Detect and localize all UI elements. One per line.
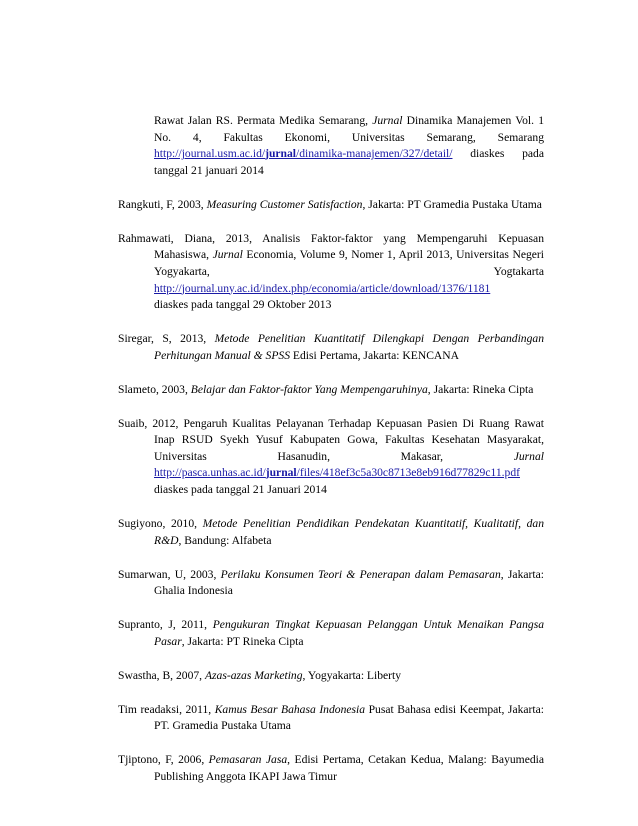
- reference-entry: Rahmawati, Diana, 2013, Analisis Faktor-faktor yang Mempengaruhi Kepuasan Mahasiswa, Jurnal Economia, Volume 9, Nomer 1, April 2013, Universitas Negeri Yogyakarta, Yogtakarta http://journal.uny.ac.id/index.php/economia/article/download/1376/1181 diaskes pada tanggal 29 Oktober 2013: [118, 231, 544, 312]
- reference-entry: Supranto, J, 2011, Pengukuran Tingkat Kepuasan Pelanggan Untuk Menaikan Pangsa Pasar, Jakarta: PT Rineka Cipta: [118, 618, 545, 648]
- reference-entry: Tjiptono, F, 2006, Pemasaran Jasa, Edisi Pertama, Cetakan Kedua, Malang: Bayumedia Publishing Anggota IKAPI Jawa Timur: [118, 753, 544, 783]
- reference-entry: Slameto, 2003, Belajar dan Faktor-faktor Yang Mempengaruhinya, Jakarta: Rineka Cipta: [118, 382, 534, 396]
- reference-entry-continued: Rawat Jalan RS. Permata Medika Semarang, Jurnal Dinamika Manajemen Vol. 1 No. 4, Fakultas Ekonomi, Universitas Semarang, Semarang http://journal.usm.ac.id/jurnal/dinamika-manajemen/327/detail/ diaskes pada tanggal 21 januari 2014: [154, 114, 544, 177]
- reference-entry: Sugiyono, 2010, Metode Penelitian Pendidikan Pendekatan Kuantitatif, Kualitatif, dan R&D, Bandung: Alfabeta: [118, 517, 544, 547]
- reference-link[interactable]: http://journal.usm.ac.id/jurnal/dinamika-manajemen/327/detail/: [154, 147, 453, 161]
- reference-entry: Rangkuti, F, 2003, Measuring Customer Satisfaction, Jakarta: PT Gramedia Pustaka Utama: [118, 197, 542, 211]
- reference-entry: Tim readaksi, 2011, Kamus Besar Bahasa Indonesia Pusat Bahasa edisi Keempat, Jakarta: PT. Gramedia Pustaka Utama: [118, 702, 544, 733]
- reference-entry: Sumarwan, U, 2003, Perilaku Konsumen Teori & Penerapan dalam Pemasaran, Jakarta: Ghalia Indonesia: [118, 567, 544, 598]
- reference-link[interactable]: http://journal.uny.ac.id/index.php/economia/article/download/1376/1181: [154, 281, 491, 295]
- reference-entry: Siregar, S, 2013, Metode Penelitian Kuantitatif Dilengkapi Dengan Perbandingan Perhitungan Manual & SPSS Edisi Pertama, Jakarta: KENCANA: [118, 332, 544, 362]
- reference-entry: Suaib, 2012, Pengaruh Kualitas Pelayanan Terhadap Kepuasan Pasien Di Ruang Rawat Inap RSUD Syekh Yusuf Kabupaten Gowa, Fakultas Kesehatan Masyarakat, Universitas Hasanudin, Makasar, Jurnal http://pasca.unhas.ac.id/jurnal/files/418ef3c5a30c8713e8eb916d77829c11.pdf diaskes pada tanggal 21 Januari 2014: [118, 416, 544, 497]
- reference-link[interactable]: http://pasca.unhas.ac.id/jurnal/files/418ef3c5a30c8713e8eb916d77829c11.pdf: [154, 466, 520, 480]
- reference-list: [118, 113, 544, 803]
- reference-entry: Swastha, B, 2007, Azas-azas Marketing, Yogyakarta: Liberty: [118, 668, 402, 682]
